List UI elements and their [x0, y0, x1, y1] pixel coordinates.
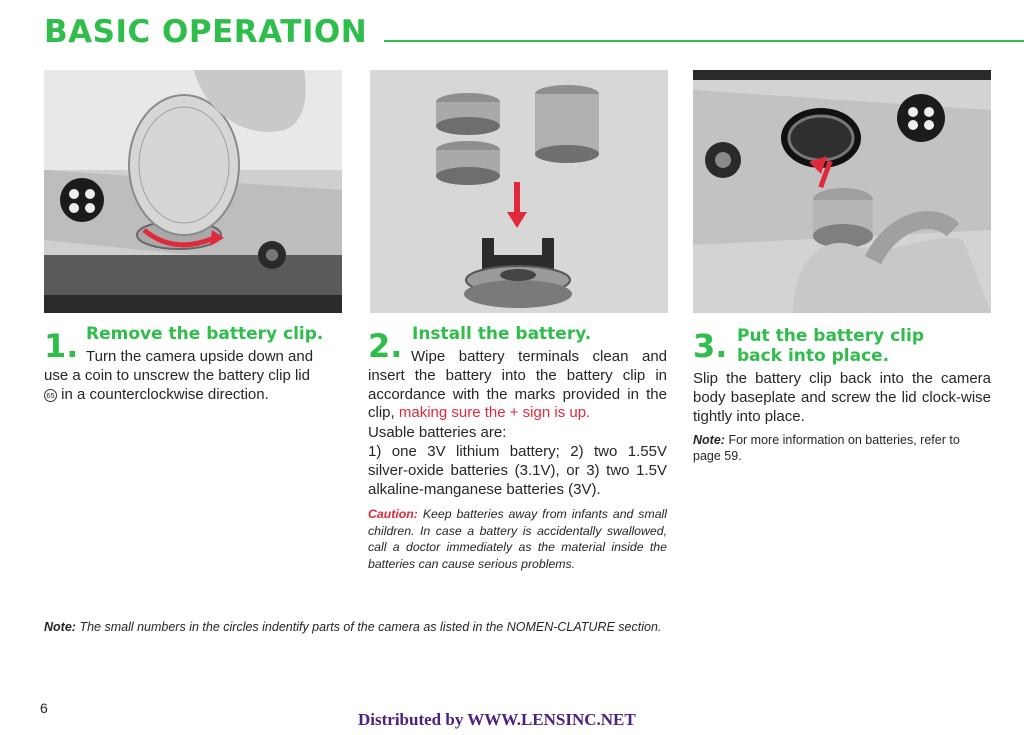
distributor-footer: Distributed by WWW.LENSINC.NET: [358, 710, 636, 729]
step-1-line2: use a coin to unscrew the battery clip lid: [44, 367, 310, 384]
step-1-line3-wrap: [44, 386, 344, 405]
part-ref-badge: 65: [44, 389, 57, 402]
step-2-body: [368, 348, 667, 423]
step-2-usable: Usable batteries are:: [368, 424, 507, 441]
step-2-title: Install the battery.: [412, 324, 592, 344]
step-2-caution: [368, 506, 667, 572]
step-3-title-line1: Put the battery clip: [737, 326, 924, 346]
caution-text: Keep batteries away from infants and small children. In case a battery is accidentally swallowed, call a doctor immediately as the material inside the batteries can cause serious problems.: [368, 507, 668, 571]
step-1-line1: Turn the camera upside down and: [86, 348, 314, 365]
title-rule: [384, 40, 1024, 42]
step-2-number: 2.: [368, 327, 403, 365]
step-1-number: 1.: [44, 327, 79, 365]
step-3-note: [693, 432, 991, 464]
step-2-battery-list: 1) one 3V lithium battery; 2) two 1.55V silver-oxide batteries (3.1V), or 3) two 1.5V alkaline-manganese batteries (3V).: [368, 443, 667, 498]
photo-replace-battery-clip: [693, 70, 991, 313]
step-3-title-line2: back into place.: [737, 346, 890, 366]
photo-remove-battery-clip: [44, 70, 342, 313]
step-3-note-label: Note:: [693, 433, 725, 447]
bottom-note: [44, 618, 664, 637]
step-3-body: Slip the battery clip back into the camera body baseplate and screw the lid clock-wise tightly into place.: [693, 370, 991, 425]
bottom-note-label: Note:: [44, 620, 76, 634]
step-3-note-text: For more information on batteries, refer to page 59.: [693, 433, 960, 463]
caution-label: Caution:: [368, 507, 418, 521]
step-2-plus-up-warning: making sure the + sign is up.: [398, 404, 591, 422]
page-title: BASIC OPERATION: [44, 14, 368, 50]
bottom-note-text: The small numbers in the circles indentify parts of the camera as listed in the NOMEN-CLATURE section.: [79, 620, 662, 634]
step-2-instructions: Wipe battery terminals clean and insert the battery into the battery clip in accordance with the marks provided in the clip,: [368, 348, 667, 422]
photo-install-battery: [370, 70, 668, 313]
step-1-line3: in a counterclockwise direction.: [61, 386, 269, 403]
step-1-title: Remove the battery clip.: [86, 324, 324, 344]
page-number: 6: [40, 700, 48, 716]
step-3-number: 3.: [693, 327, 728, 365]
